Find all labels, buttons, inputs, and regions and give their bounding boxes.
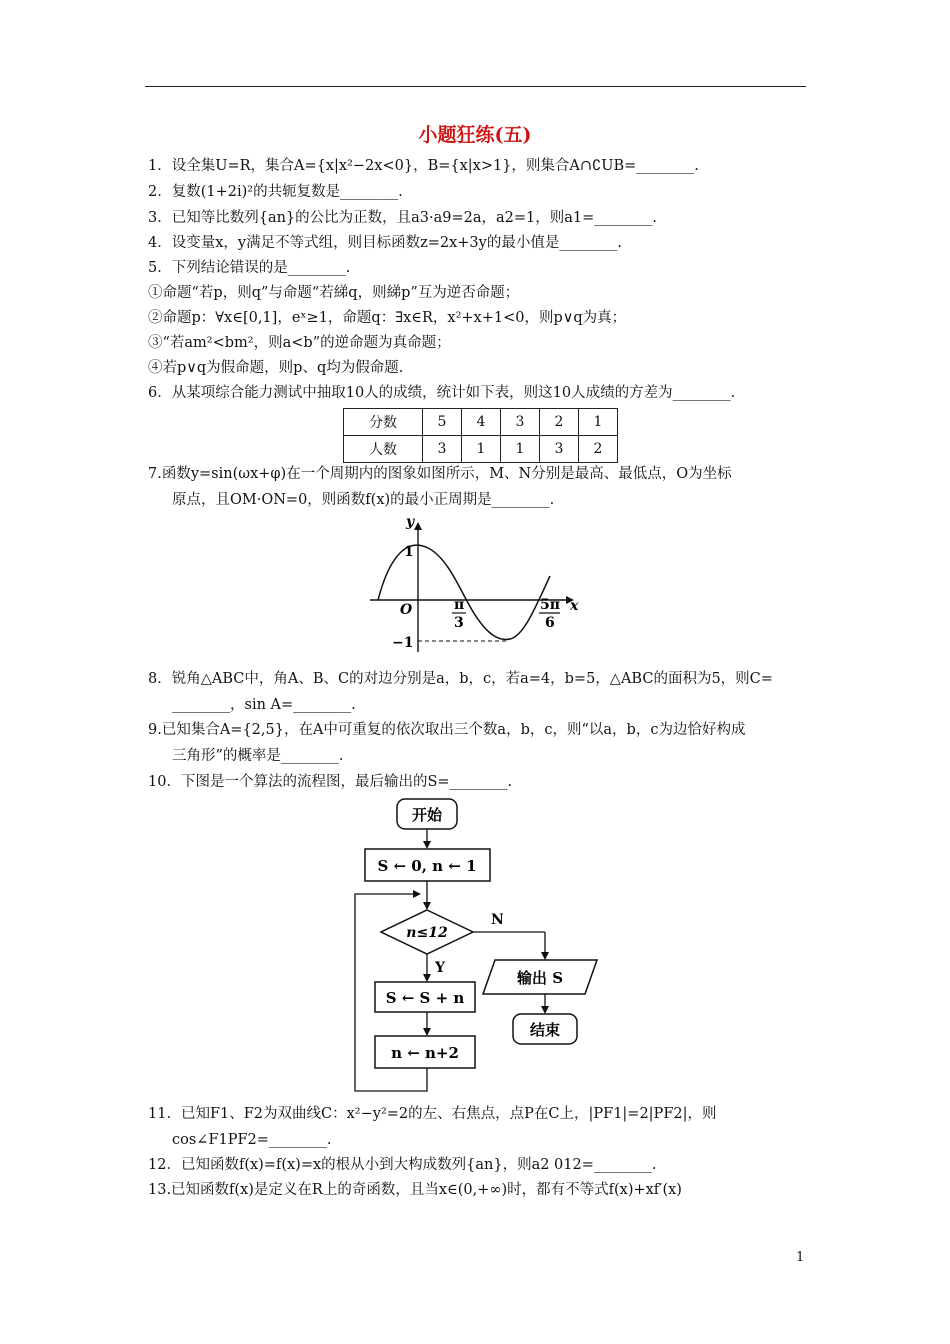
question-7: 7.函数y=sin(ωx+φ)在一个周期内的图象如图所示，M、N分别是最高、最低点，O为坐标 <box>148 466 732 482</box>
table-cell: 3 <box>540 436 579 463</box>
table-cell: 4 <box>462 409 501 436</box>
yes-label: Y <box>435 960 445 976</box>
y-axis-arrow <box>414 522 422 530</box>
arrow-icon <box>423 902 431 910</box>
origin-label: O <box>400 602 413 618</box>
y-tick-1: 1 <box>404 544 414 560</box>
question-1: 1．设全集U=R，集合A={x|x²−2x<0}，B={x|x>1}，则集合A∩∁UB=________. <box>148 158 699 174</box>
arrow-icon <box>423 974 431 982</box>
table-cell: 3 <box>423 436 462 463</box>
page-number: 1 <box>796 1250 805 1265</box>
table-row <box>344 436 618 463</box>
question-8-continued: ________，sin A=________. <box>172 697 356 713</box>
arrow-icon <box>413 890 421 898</box>
page-title: 小题狂练(五) <box>418 124 532 146</box>
arrow-icon <box>541 1006 549 1014</box>
x-tick-5pi-6-den: 6 <box>545 615 555 631</box>
body-label: S ← S + n <box>385 989 465 1007</box>
table-cell: 分数 <box>344 409 423 436</box>
no-label: N <box>491 912 504 928</box>
header-rule <box>145 86 806 87</box>
arrow-icon <box>423 1028 431 1036</box>
table-cell: 1 <box>501 436 540 463</box>
question-6: 6．从某项综合能力测试中抽取10人的成绩，统计如下表，则这10人成绩的方差为________. <box>148 385 736 401</box>
question-3: 3．已知等比数列{an}的公比为正数，且a3·a9=2a，a2=1，则a1=________. <box>148 210 657 226</box>
start-label: 开始 <box>411 806 443 824</box>
x-tick-5pi-6-num: 5π <box>540 597 560 613</box>
question-4: 4．设变量x，y满足不等式组，则目标函数z=2x+3y的最小值是________. <box>148 235 622 251</box>
question-13: 13.已知函数f(x)是定义在R上的奇函数，且当x∈(0,+∞)时，都有不等式f(x)+xf′(x) <box>148 1182 682 1198</box>
x-axis-label: x <box>570 598 579 614</box>
sine-graph <box>360 514 600 659</box>
increment-label: n ← n+2 <box>391 1044 459 1062</box>
condition-label: n≤12 <box>406 925 448 941</box>
table-cell: 1 <box>579 409 618 436</box>
question-11-continued: cos∠F1PF2=________. <box>172 1132 332 1148</box>
question-5-option-1: ①命题“若p，则q”与命题“若綈q，则綈p”互为逆否命题； <box>148 285 520 301</box>
question-11: 11．已知F1、F2为双曲线C：x²−y²=2的左、右焦点，点P在C上，|PF1|=2|PF2|，则 <box>148 1106 717 1122</box>
question-5-option-2: ②命题p：∀x∈[0,1]，eˣ≥1，命题q：∃x∈R，x²+x+1<0，则p∨q为真； <box>148 310 627 326</box>
x-tick-pi-3-den: 3 <box>454 615 464 631</box>
y-axis-label: y <box>406 514 415 530</box>
question-7-continued: 原点，且OM·ON=0，则函数f(x)的最小正周期是________. <box>172 492 555 508</box>
arrow-icon <box>541 952 549 960</box>
question-5-option-4: ④若p∨q为假命题，则p、q均为假命题. <box>148 360 404 376</box>
output-label: 输出 S <box>516 969 564 987</box>
arrow-icon <box>423 841 431 849</box>
flowchart <box>345 794 615 1094</box>
score-table <box>343 408 618 463</box>
x-tick-pi-3-num: π <box>454 597 465 613</box>
table-cell: 人数 <box>344 436 423 463</box>
init-label: S ← 0, n ← 1 <box>377 857 477 875</box>
question-5: 5．下列结论错误的是________. <box>148 260 351 276</box>
table-row <box>344 409 618 436</box>
question-2: 2．复数(1+2i)²的共轭复数是________. <box>148 184 403 200</box>
table-cell: 2 <box>540 409 579 436</box>
table-cell: 3 <box>501 409 540 436</box>
table-cell: 5 <box>423 409 462 436</box>
question-9-continued: 三角形”的概率是________. <box>172 748 344 764</box>
question-8: 8．锐角△ABC中，角A、B、C的对边分别是a，b，c，若a=4，b=5，△ABC的面积为5，则C= <box>148 671 773 687</box>
table-cell: 2 <box>579 436 618 463</box>
question-5-option-3: ③“若am²<bm²，则a<b”的逆命题为真命题； <box>148 335 451 351</box>
question-10: 10．下图是一个算法的流程图，最后输出的S=________. <box>148 774 513 790</box>
question-9: 9.已知集合A={2,5}，在A中可重复的依次取出三个数a，b，c，则“以a，b，c为边恰好构成 <box>148 722 746 738</box>
end-label: 结束 <box>529 1021 561 1039</box>
y-tick-minus-1: −1 <box>392 635 414 651</box>
table-cell: 1 <box>462 436 501 463</box>
question-12: 12．已知函数f(x)=f(x)=x的根从小到大构成数列{an}，则a2 012=________. <box>148 1157 657 1173</box>
